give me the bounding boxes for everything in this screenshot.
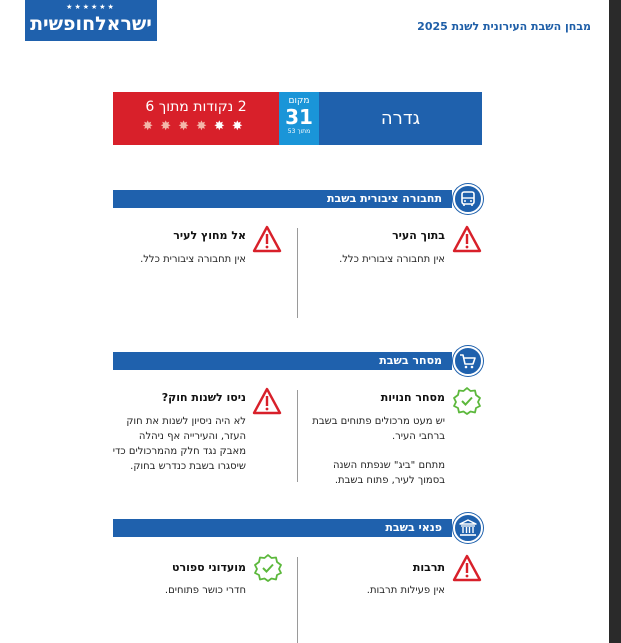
score-box bbox=[113, 92, 482, 145]
item-title: מועדוני ספורט bbox=[172, 561, 246, 574]
star-empty-icon: ✸ bbox=[196, 119, 214, 134]
column-divider bbox=[297, 228, 298, 318]
section-transport-title: תחבורה ציבורית בשבת bbox=[327, 192, 442, 205]
section-commerce-title: מסחר בשבת bbox=[379, 354, 442, 367]
item-title: בתוך העיר bbox=[392, 229, 445, 242]
item-text: לא היה ניסיון לשנות את חוק העזר, והעירייה אף ניהלה מאבק נגד חלק מהמרכולים כדי שיסגרו בשבת כנדרש בחוק. bbox=[112, 416, 246, 472]
museum-icon bbox=[453, 513, 483, 543]
item-text: אין פעילות תרבות. bbox=[366, 585, 445, 596]
rank-of: מתוך 53 bbox=[287, 128, 311, 135]
rank-value: 31 bbox=[285, 105, 313, 129]
column-divider bbox=[297, 390, 298, 482]
points-text: 2 נקודות מתוך 6 bbox=[145, 99, 247, 115]
rank-label: מקום bbox=[288, 96, 310, 106]
column-divider bbox=[297, 557, 298, 643]
star-rating bbox=[113, 119, 279, 134]
item-title: מסחר חנויות bbox=[380, 391, 445, 404]
points-box bbox=[113, 92, 279, 145]
item-text: אין תחבורה ציבורית כלל. bbox=[339, 254, 445, 265]
item-title: תרבות bbox=[412, 561, 445, 574]
section-transport-bar bbox=[113, 190, 452, 208]
star-empty-icon: ✸ bbox=[160, 119, 179, 134]
item-text: מתחם "ביג" שנפתח השנה בסמוך לעיר, פתוח בשבת. bbox=[332, 460, 445, 486]
warning-icon bbox=[452, 225, 482, 253]
item-text: אין תחבורה ציבורית כלל. bbox=[140, 254, 246, 265]
logo-stars-icon: ★★★★★★ bbox=[66, 3, 116, 11]
warning-icon bbox=[252, 387, 282, 415]
logo bbox=[25, 0, 157, 41]
document-title: מבחן השבת העירונית לשנת 2025 bbox=[417, 20, 591, 33]
section-commerce-bar bbox=[113, 352, 452, 370]
city-name: גדרה bbox=[319, 92, 482, 145]
warning-icon bbox=[452, 554, 482, 582]
logo-text: ישראלחופשית bbox=[30, 13, 152, 35]
item-text: יש מעט מרכולים פתוחים בשבת ברחבי העיר. bbox=[312, 416, 445, 442]
star-empty-icon: ✸ bbox=[178, 119, 196, 134]
section-leisure-title: פנאי בשבת bbox=[385, 521, 442, 534]
item-title: ניסו לשנות חוק? bbox=[161, 391, 246, 404]
star-filled-icon: ✸ bbox=[231, 119, 250, 134]
warning-icon bbox=[252, 225, 282, 253]
section-leisure-bar bbox=[113, 519, 452, 537]
star-empty-icon: ✸ bbox=[142, 119, 161, 134]
check-badge-icon bbox=[253, 553, 283, 583]
item-title: אל מחוץ לעיר bbox=[173, 229, 246, 242]
check-badge-icon bbox=[452, 386, 482, 416]
item-text: חדרי כושר פתוחים. bbox=[164, 585, 246, 596]
rank-box bbox=[279, 92, 319, 145]
bus-icon bbox=[453, 184, 483, 214]
shopping-cart-icon bbox=[453, 346, 483, 376]
window-edge bbox=[609, 0, 621, 643]
star-filled-icon: ✸ bbox=[213, 119, 232, 134]
